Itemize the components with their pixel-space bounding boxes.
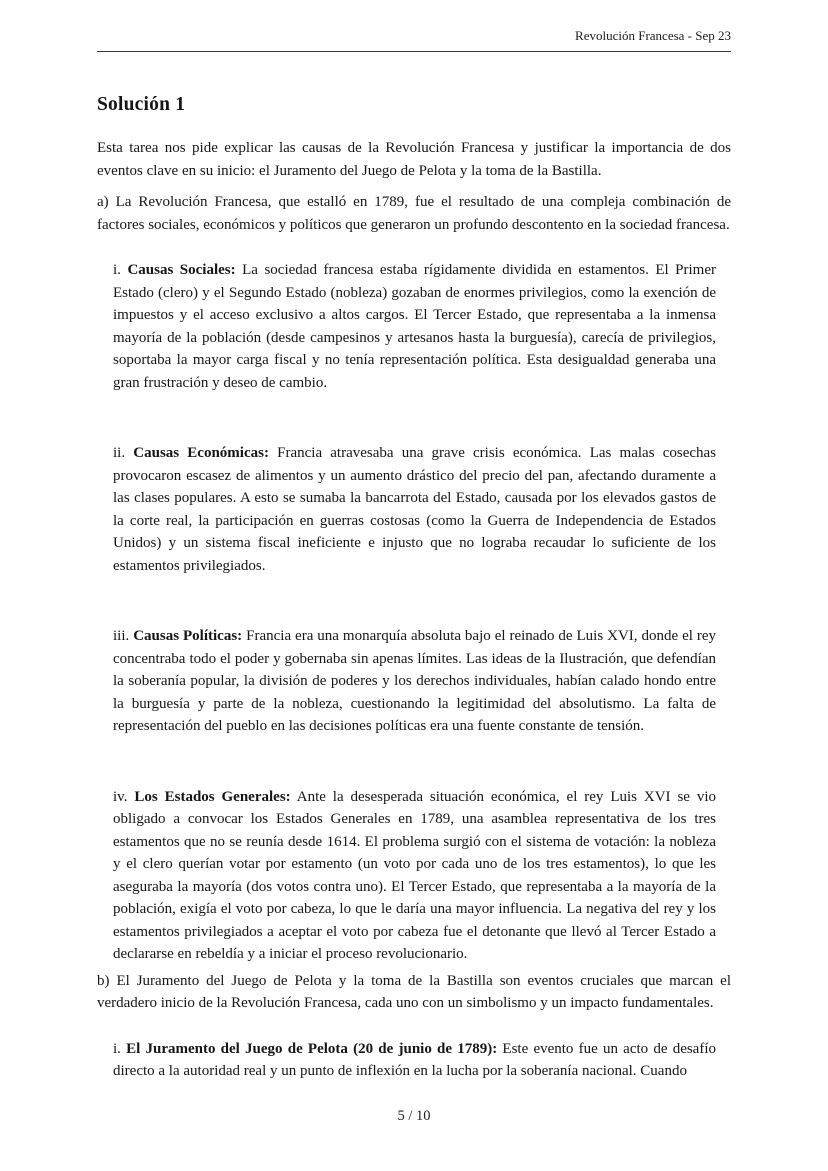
paragraph-b: b) El Juramento del Juego de Pelota y la toma de la Bastilla son eventos cruciales que marcan el verdadero inicio de la Revolución Francesa, cada uno con un simbolismo y un impacto fundamentales. (97, 972, 731, 1011)
page-number: 5 / 10 (397, 1108, 431, 1124)
list-item-text: Francia era una monarquía absoluta bajo el reinado de Luis XVI, donde el rey concentraba todo el poder y gobernaba sin apenas límites. Las ideas de la Ilustración, que defendían la soberanía popular, la división de poderes y los derechos individuales, habían calado hondo entre la burguesía y parte de la nobleza, cuestionando la legitimidad del absolutismo. La falta de representación del pueblo en las decisiones políticas era una fuente constante de tensión. (113, 628, 717, 734)
list-item (113, 1038, 716, 1083)
list-item-label: Los Estados Generales: (134, 788, 291, 805)
list-marker: i. (113, 1040, 121, 1057)
list-item-text: Francia atravesaba una grave crisis económica. Las malas cosechas provocaron escasez de alimentos y un aumento drástico del precio del pan, afectando duramente a las clases populares. A esto se sumaba la bancarrota del Estado, causada por los elevados gastos de la corte real, la participación en guerras costosas (como la Guerra de Independencia de Estados Unidos) y un sistema fiscal ineficiente e injusto que no lograba recaudar lo suficiente de los estamentos privilegiados. (113, 445, 717, 574)
list-item (113, 625, 716, 738)
list-item-label: Causas Económicas: (133, 445, 269, 461)
list-item-text: Ante la desesperada situación económica, el rey Luis XVI se vio obligado a convocar los Estados Generales en 1789, una asamblea representativa de los tres estamentos que no se reunía desde 1614. El problema surgió con el sistema de votación: la nobleza y el clero querían votar por estamento (un voto por cada uno de los tres estamentos), lo que les aseguraba la mayoría (dos votos contra uno). El Tercer Estado, que representaba a la mayoría de la población, exigía el voto por cabeza, lo que le daría una mayor influencia. La negativa del rey y los estamentos privilegiados a aceptar el voto por cabeza fue el detonante que llevó al Tercer Estado a declararse en rebeldía y a iniciar el proceso revolucionario. (113, 788, 716, 962)
causes-list (97, 259, 731, 966)
section-title: Solución 1 (97, 94, 186, 115)
list-item-label: El Juramento del Juego de Pelota (20 de junio de 1789): (126, 1040, 498, 1057)
intro-paragraph: Esta tarea nos pide explicar las causas de la Revolución Francesa y justificar la importancia de dos eventos clave en su inicio: el Juramento del Juego de Pelota y la toma de la Bastilla. (97, 140, 731, 179)
list-item (113, 442, 716, 577)
list-item-label: Causas Sociales: (127, 262, 236, 278)
list-item-label: Causas Políticas: (133, 628, 243, 644)
list-item-text: La sociedad francesa estaba rígidamente dividida en estamentos. El Primer Estado (clero) y el Segundo Estado (nobleza) gozaban de enormes privilegios, como la exención de impuestos y el acceso exclusivo a altos cargos. El Tercer Estado, que representaba a la inmensa mayoría de la población (desde campesinos y artesanos hasta la burguesía), carecía de privilegios, soportaba la mayor carga fiscal y no tenía representación política. Esta desigualdad generaba una gran frustración y deseo de cambio. (113, 262, 716, 391)
events-list (97, 1038, 731, 1083)
page-header (97, 28, 731, 52)
list-item (113, 786, 716, 966)
running-header-text: Revolución Francesa - Sep 23 (575, 28, 731, 43)
paragraph-a: a) La Revolución Francesa, que estalló en 1789, fue el resultado de una compleja combinación de factores sociales, económicos y políticos que generaron un profundo descontento en la sociedad francesa. (97, 194, 731, 233)
list-marker: iii. (113, 628, 130, 644)
page-footer (97, 1108, 731, 1125)
list-marker: i. (113, 262, 121, 278)
list-item (113, 259, 716, 394)
list-item-text: Este evento fue un acto de desafío directo a la autoridad real y un punto de inflexión en la lucha por la soberanía nacional. Cuando (113, 1040, 717, 1079)
list-marker: iv. (113, 788, 128, 805)
document-body (97, 94, 731, 1083)
list-marker: ii. (113, 445, 126, 461)
